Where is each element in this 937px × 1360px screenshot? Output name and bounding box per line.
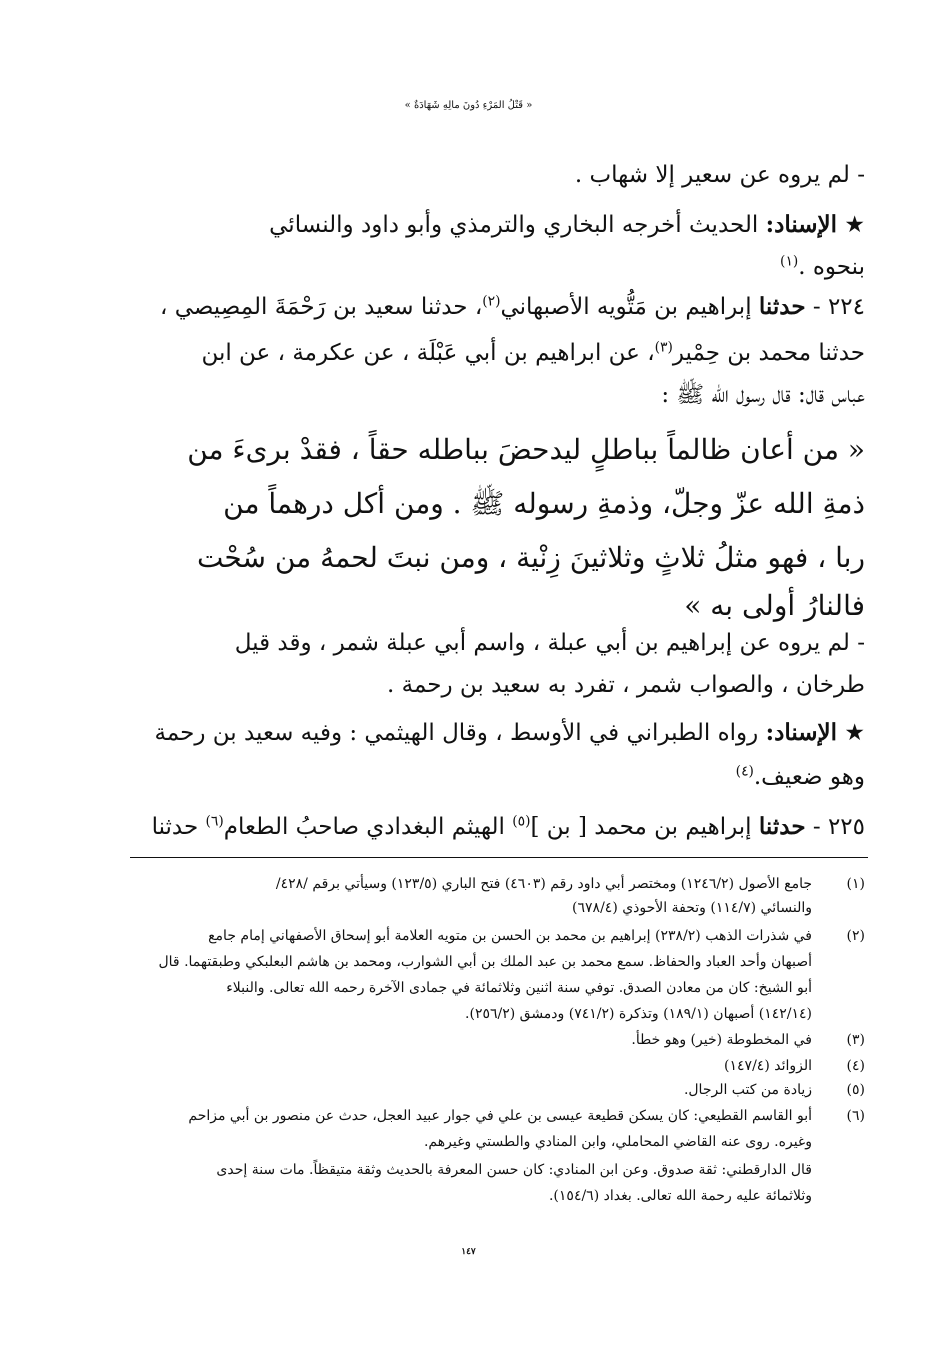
isnad-continuation: [780, 252, 865, 282]
note-line: - لم يروه عن سعير إلا شهاب .: [574, 162, 865, 188]
isnad-label: الإسناد:: [765, 719, 838, 746]
footnote-line: والنسائي (١١٤/٧) وتحفة الأحوذي (٦٧٨/٤): [572, 900, 812, 916]
footnote-number: (٦): [846, 1108, 865, 1124]
isnad-text: رواه الطبراني في الأوسط ، وقال الهيثمي : وفيه سعيد بن رحمة: [154, 720, 759, 746]
footnote-number: (٢): [846, 928, 865, 944]
page-number: ١٤٧: [461, 1247, 476, 1257]
isnad-continuation: [736, 762, 865, 792]
footnote-divider: [130, 857, 868, 858]
footnote-line: قال الدارقطني: ثقة صدوق. وعن ابن المنادي: كان حسن المعرفة بالحديث وثقة متيقظاً. مات سنة إحدى: [216, 1162, 812, 1178]
hadith-224-line-1: [128, 292, 865, 322]
narrator-text: ، حدثنا سعيد بن رَحْمَةَ المِصِيصي ،: [159, 294, 483, 320]
footnote-ref: (٢): [482, 293, 501, 310]
narrator-text: حدثنا محمد بن حِمْير: [672, 340, 865, 366]
note-line: طرخان ، والصواب شمر ، تفرد به سعيد بن رحمة .: [387, 672, 865, 698]
haddathana-label: حدثنا: [758, 813, 806, 840]
footnote-line: زيادة من كتب الرجال.: [683, 1082, 812, 1098]
narrator-text: الهيثم البغدادي صاحبُ الطعام: [223, 814, 505, 840]
isnad-text-cont: وهو ضعيف.: [753, 764, 865, 790]
footnote-number: (٤): [846, 1058, 865, 1074]
narrator-text: ، عن ابراهيم بن أبي عَبْلَة ، عن عكرمة ، عن ابن: [201, 340, 655, 366]
narrator-text: إبراهيم بن مَتُّويه الأصبهاني: [500, 294, 752, 320]
footnote-line: أبو الشيخ: كان من معادن الصدق. توفي سنة اثنين وثلاثمائة في جمادى الآخرة رحمه الله تعالى. والنبلاء: [226, 980, 812, 996]
star-icon: ★: [844, 212, 865, 238]
footnote-line: في المخطوطة (خير) وهو خطأ.: [631, 1032, 812, 1048]
footnote-line: الزوائد (١٤٧/٤): [724, 1058, 812, 1074]
hadith-text-line: فالنارُ أولى به »: [684, 589, 865, 622]
footnote-number: (١): [846, 876, 865, 892]
footnote-number: (٥): [846, 1082, 865, 1098]
hadith-text-line: ذمةِ الله عزّ وجلّ، وذمةِ رسوله ﷺ . ومن أكل درهماً من: [223, 487, 865, 520]
footnote-line: جامع الأصول (١٢٤٦/٢) ومختصر أبي داود رقم (٤٦٠٣) فتح الباري (١٢٣/٥) وسيأتي برقم /٤٢٨/: [275, 876, 812, 892]
page-heading: « قَتْلُ المَرْءِ دُونَ مالِهِ شَهَادَةٌ »: [404, 100, 533, 111]
isnad-text-cont: بنحوه .: [798, 254, 865, 280]
hadith-224-line-3: عباس قال: قال رسول الله ﷺ :: [661, 382, 865, 408]
dash: -: [812, 294, 821, 320]
hadith-225-line-1: [152, 812, 865, 842]
footnote-line: وغيره. روى عنه القاضي المحاملي، وابن المنادي والطستي وغيرهم.: [423, 1134, 812, 1150]
footnote-line: أصبهان وأحد العباد والحفاظ. سمع محمد بن عبد الملك بن أبي الشوارب، ومحمد بن هاشم البعلبكي وطبقتهما. قال: [158, 954, 812, 970]
footnote-number: (٣): [846, 1032, 865, 1048]
hadith-224-line-2: [128, 338, 865, 368]
narrator-text: حدثنا: [151, 814, 199, 840]
isnad-paragraph: [128, 210, 865, 240]
hadith-text-line: ربا ، فهو مثلُ ثلاثٍ وثلاثينَ زِنْية ، ومن نبتَ لحمهُ من سُحْت: [196, 541, 865, 574]
footnote-ref: (٤): [735, 763, 754, 780]
footnote-line: في شذرات الذهب (٢٣٨/٢) إبراهيم بن محمد بن الحسن بن متويه العلامة أبو إسحاق الأصفهاني إمام جامع: [208, 928, 812, 944]
hadith-number: ٢٢٥: [827, 814, 865, 840]
footnote-line: وثلاثمائة عليه رحمة الله تعالى. بغداد (١٥٤/٦).: [548, 1188, 812, 1204]
footnote-ref: (٦): [205, 813, 224, 830]
isnad-paragraph: [155, 718, 866, 748]
footnote-line: (١٤٢/١٤) أصبهان (١٨٩/١) وتذكرة (٧٤١/٢) ودمشق (٢٥٦/٢).: [465, 1006, 812, 1022]
footnote-ref: (١): [780, 253, 799, 270]
dash: -: [812, 814, 821, 840]
hadith-number: ٢٢٤: [827, 294, 865, 320]
narrator-text: إبراهيم بن محمد [ بن ]: [530, 814, 752, 840]
haddathana-label: حدثنا: [758, 293, 806, 320]
footnote-ref: (٥): [512, 813, 531, 830]
isnad-label: الإسناد:: [765, 211, 838, 238]
footnote-ref: (٣): [654, 339, 673, 356]
isnad-text: الحديث أخرجه البخاري والترمذي وأبو داود والنسائي: [269, 212, 759, 238]
note-line: - لم يروه عن إبراهيم بن أبي عبلة ، واسم أبي عبلة شمر ، وقد قيل: [234, 630, 865, 656]
footnote-line: أبو القاسم القطيعي: كان يسكن قطيعة عيسى بن علي في جوار عبيد العجل، حدث عن منصور بن أبي مزاحم: [188, 1108, 812, 1124]
star-icon: ★: [844, 720, 865, 746]
hadith-text-line: « من أعان ظالماً بباطلٍ ليدحضَ بباطله حقاً ، فقدْ برىءَ من: [187, 433, 865, 466]
